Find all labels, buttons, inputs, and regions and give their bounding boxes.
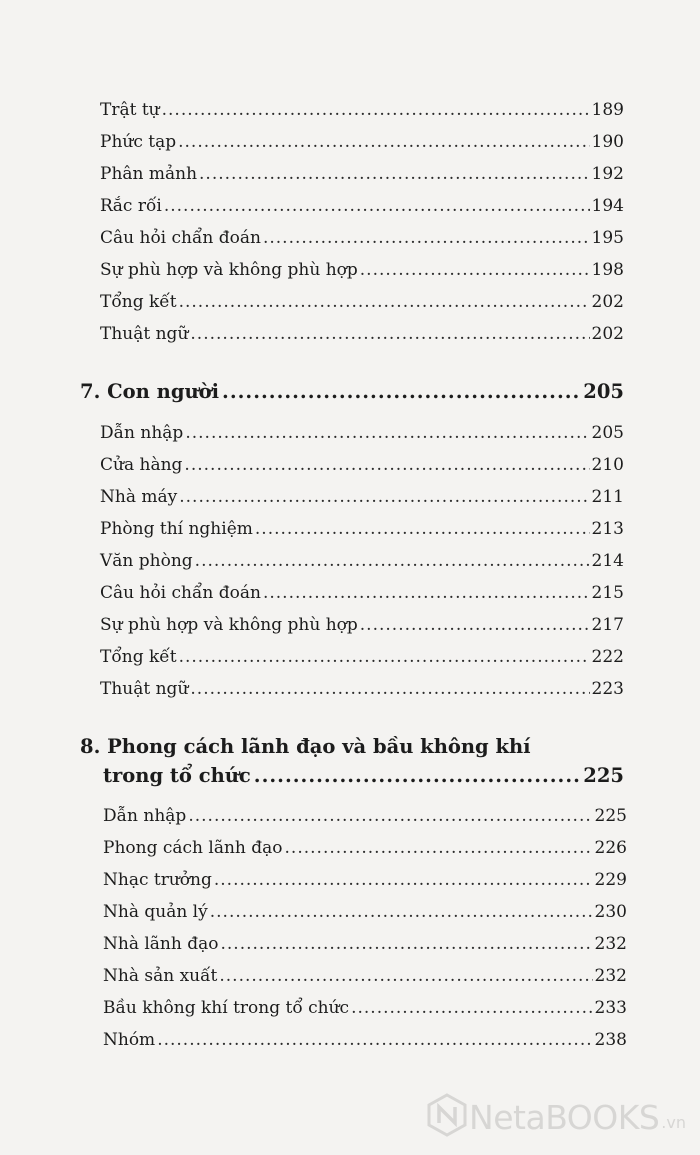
entry-page: 202	[591, 324, 624, 344]
toc-entry	[100, 583, 624, 603]
entry-page: 233	[594, 998, 627, 1018]
entry-title: Dẫn nhập	[103, 806, 187, 826]
toc-entry	[100, 455, 624, 475]
dot-leader	[254, 764, 580, 787]
toc-entry	[100, 100, 624, 120]
entry-title: Tổng kết	[100, 647, 177, 667]
entry-page: 215	[591, 583, 624, 603]
entry-page: 232	[594, 966, 627, 986]
dot-leader	[222, 380, 580, 403]
entry-title: Cửa hàng	[100, 455, 183, 475]
entry-page: 223	[591, 679, 624, 699]
chapter-heading	[80, 380, 624, 403]
toc-entry	[100, 324, 624, 344]
entry-page: 230	[594, 902, 627, 922]
toc-entry	[100, 196, 624, 216]
toc-entry	[103, 806, 627, 826]
watermark	[425, 1093, 686, 1141]
entry-title: Nhạc trưởng	[103, 870, 212, 890]
watermark-suffix: .vn	[661, 1112, 686, 1132]
dot-leader	[179, 487, 589, 507]
entry-page: 229	[594, 870, 627, 890]
dot-leader	[188, 806, 592, 826]
dot-leader	[190, 324, 589, 344]
entry-page: 214	[591, 551, 624, 571]
toc-entry	[103, 838, 627, 858]
toc-entry	[100, 615, 624, 635]
entry-title: Thuật ngữ	[100, 324, 189, 344]
chapter-title-continued: trong tổ chức	[103, 764, 251, 787]
toc-entry	[100, 132, 624, 152]
entry-title: Nhà quản lý	[103, 902, 208, 922]
entry-title: Nhà sản xuất	[103, 966, 218, 986]
entry-title: Sự phù hợp và không phù hợp	[100, 260, 358, 280]
dot-leader	[219, 966, 592, 986]
toc-entry	[100, 292, 624, 312]
entry-page: 217	[591, 615, 624, 635]
toc-entry	[100, 487, 624, 507]
entry-page: 194	[591, 196, 624, 216]
dot-leader	[162, 100, 590, 120]
entry-title: Tổng kết	[100, 292, 177, 312]
entry-title: Thuật ngữ	[100, 679, 189, 699]
dot-leader	[178, 132, 589, 152]
toc-entry	[103, 902, 627, 922]
entry-page: 225	[594, 806, 627, 826]
dot-leader	[185, 423, 589, 443]
entry-page: 232	[594, 934, 627, 954]
entry-page: 226	[594, 838, 627, 858]
dot-leader	[157, 1030, 592, 1050]
toc-entry	[100, 519, 624, 539]
dot-leader	[360, 260, 590, 280]
entry-page: 213	[591, 519, 624, 539]
chapter-title: 7. Con người	[80, 380, 220, 403]
entry-title: Nhóm	[103, 1030, 156, 1050]
entry-page: 211	[591, 487, 624, 507]
toc-entry	[103, 870, 627, 890]
chapter-page: 205	[583, 380, 624, 403]
toc-entry	[100, 551, 624, 571]
dot-leader	[351, 998, 592, 1018]
toc-entry	[103, 1030, 627, 1050]
entry-title: Văn phòng	[100, 551, 193, 571]
dot-leader	[179, 292, 590, 312]
entry-page: 198	[591, 260, 624, 280]
chapter-heading-line1	[80, 735, 531, 758]
entry-title: Phân mảnh	[100, 164, 198, 184]
chapter-page: 225	[583, 764, 624, 787]
toc-entry	[103, 934, 627, 954]
entry-title: Câu hỏi chẩn đoán	[100, 583, 261, 603]
dot-leader	[184, 455, 589, 475]
entry-title: Phòng thí nghiệm	[100, 519, 253, 539]
entry-title: Nhà máy	[100, 487, 178, 507]
entry-title: Sự phù hợp và không phù hợp	[100, 615, 358, 635]
dot-leader	[221, 934, 593, 954]
chapter-heading-line2	[103, 764, 624, 787]
dot-leader	[360, 615, 590, 635]
toc-entry	[100, 260, 624, 280]
entry-page: 190	[591, 132, 624, 152]
dot-leader	[263, 583, 590, 603]
dot-leader	[179, 647, 590, 667]
entry-title: Rắc rối	[100, 196, 162, 216]
entry-title: Phong cách lãnh đạo	[103, 838, 283, 858]
dot-leader	[263, 228, 590, 248]
toc-entry	[103, 966, 627, 986]
chapter-title: 8. Phong cách lãnh đạo và bầu không khí	[80, 735, 531, 758]
dot-leader	[190, 679, 589, 699]
entry-page: 238	[594, 1030, 627, 1050]
entry-page: 205	[591, 423, 624, 443]
dot-leader	[285, 838, 593, 858]
entry-title: Câu hỏi chẩn đoán	[100, 228, 261, 248]
entry-page: 222	[591, 647, 624, 667]
toc-entry	[100, 228, 624, 248]
entry-page: 189	[591, 100, 624, 120]
dot-leader	[199, 164, 590, 184]
watermark-text: NetaBOOKS	[469, 1097, 660, 1137]
dot-leader	[214, 870, 593, 890]
toc-entry	[100, 647, 624, 667]
entry-title: Dẫn nhập	[100, 423, 184, 443]
entry-title: Phức tạp	[100, 132, 177, 152]
entry-page: 202	[591, 292, 624, 312]
toc-entry	[100, 679, 624, 699]
toc-entry	[103, 998, 627, 1018]
entry-page: 192	[591, 164, 624, 184]
entry-title: Bầu không khí trong tổ chức	[103, 998, 350, 1018]
entry-page: 195	[591, 228, 624, 248]
dot-leader	[164, 196, 590, 216]
entry-title: Trật tự	[100, 100, 160, 120]
netabooks-logo-icon	[425, 1093, 469, 1141]
dot-leader	[255, 519, 590, 539]
entry-title: Nhà lãnh đạo	[103, 934, 219, 954]
dot-leader	[210, 902, 593, 922]
dot-leader	[195, 551, 590, 571]
entry-page: 210	[591, 455, 624, 475]
toc-entry	[100, 423, 624, 443]
toc-entry	[100, 164, 624, 184]
